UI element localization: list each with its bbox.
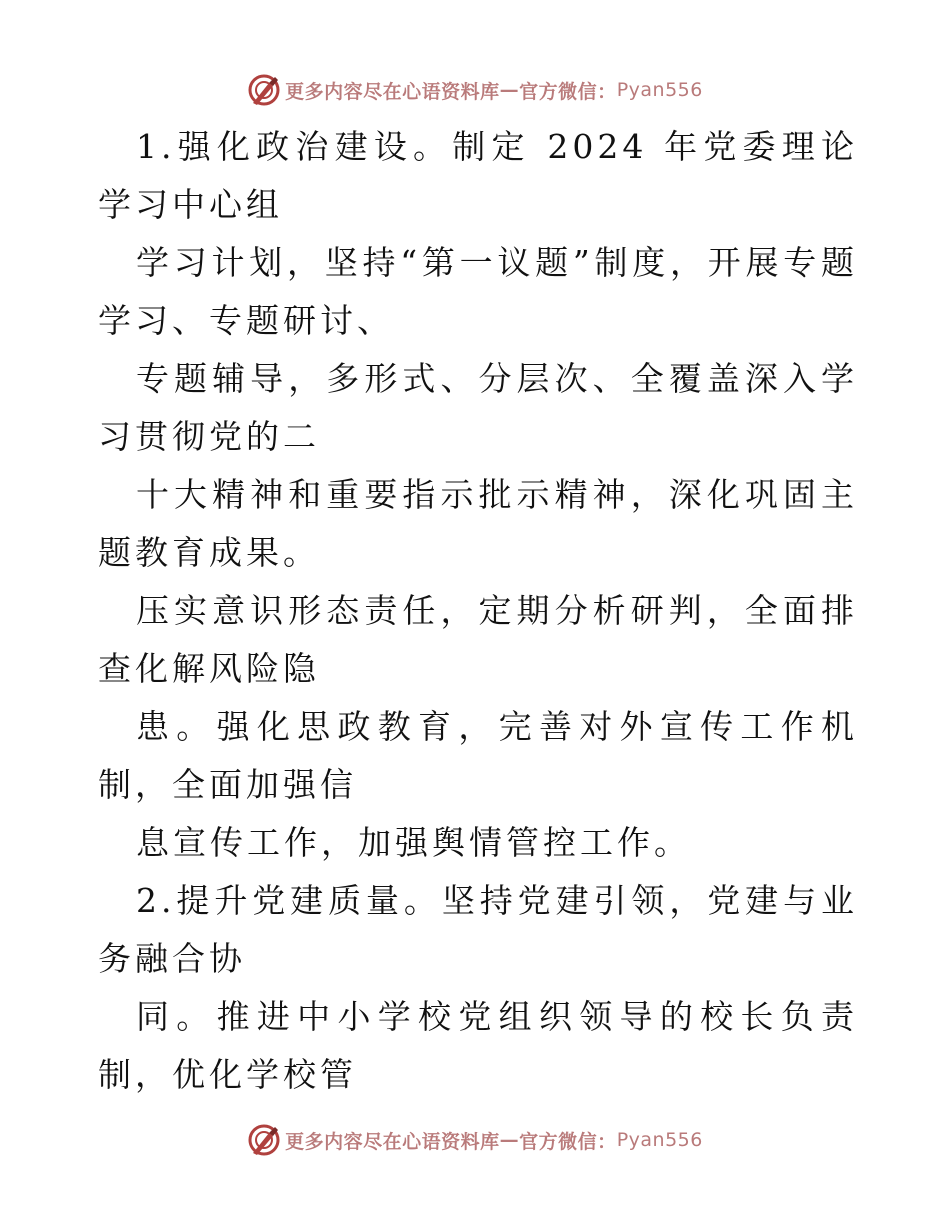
paragraph-9: 同。推进中小学校党组织领导的校长负责制，优化学校管 (98, 997, 858, 1094)
header-banner (0, 70, 950, 110)
footer-banner (0, 1120, 950, 1160)
document-body (98, 118, 858, 1104)
banner-dash: — (499, 1129, 520, 1151)
banner-slogan: 更多内容尽在心语资料库 (285, 1130, 500, 1153)
paragraph-5: 压实意识形态责任，定期分析研判，全面排查化解风险隐 (98, 591, 858, 688)
paragraph-7: 息宣传工作，加强舆情管控工作。 (136, 823, 691, 862)
banner-wechat-label: 官方微信： (519, 1130, 617, 1153)
paragraph-1: 1.强化政治建设。制定 2024 年党委理论学习中心组 (98, 127, 858, 224)
paragraph-2: 学习计划，坚持“第一议题”制度，开展专题学习、专题研讨、 (98, 243, 858, 340)
paragraph-3: 专题辅导，多形式、分层次、全覆盖深入学习贯彻党的二 (98, 359, 858, 456)
pen-seal-icon (247, 73, 281, 107)
banner-slogan: 更多内容尽在心语资料库 (285, 80, 500, 103)
pen-seal-icon (247, 1123, 281, 1157)
paragraph-8: 2.提升党建质量。坚持党建引领，党建与业务融合协 (98, 881, 858, 978)
banner-wechat-id: Pyan556 (616, 79, 703, 101)
paragraph-4: 十大精神和重要指示批示精神，深化巩固主题教育成果。 (98, 475, 858, 572)
paragraph-6: 患。强化思政教育，完善对外宣传工作机制，全面加强信 (98, 707, 858, 804)
banner-wechat-id: Pyan556 (616, 1129, 703, 1151)
banner-wechat-label: 官方微信： (519, 80, 617, 103)
banner-dash: — (499, 79, 520, 101)
